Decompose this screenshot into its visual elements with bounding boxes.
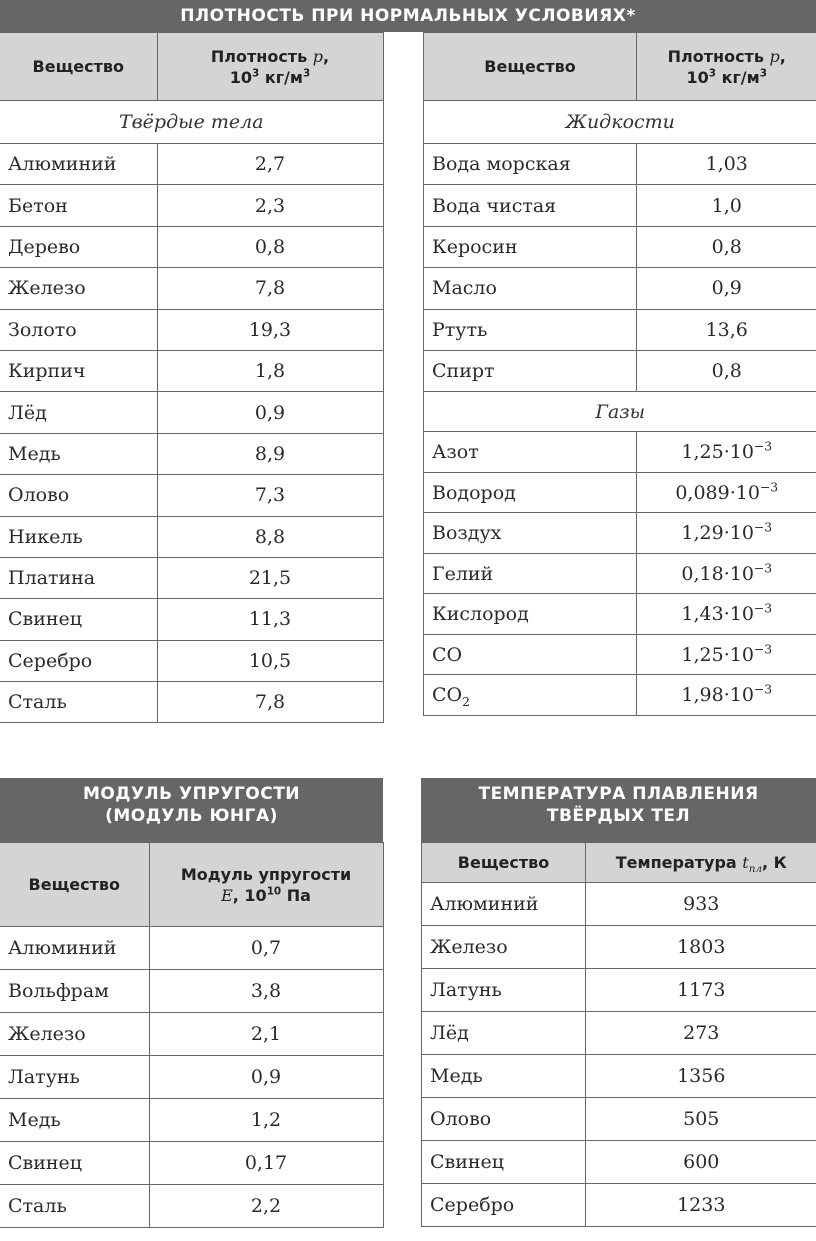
density-solid-row <box>0 557 383 598</box>
density-gas-row <box>424 675 816 716</box>
density-unit-base: 10 <box>686 67 709 87</box>
substance-value: 2,7 <box>157 144 383 185</box>
column-header-substance: Вещество <box>0 843 149 927</box>
substance-name: Серебро <box>0 640 157 681</box>
density-table-title: ПЛОТНОСТЬ ПРИ НОРМАЛЬНЫХ УСЛОВИЯХ* <box>0 0 816 32</box>
substance-name: Сталь <box>0 682 157 723</box>
substance-name: Латунь <box>0 1056 149 1099</box>
substance-value: 3,8 <box>149 970 383 1013</box>
gas-formula: Водород <box>432 481 516 504</box>
substance-value <box>637 634 816 675</box>
young-modulus-row <box>0 1056 383 1099</box>
substance-name <box>424 634 637 675</box>
substance-name: Алюминий <box>422 883 586 926</box>
gas-formula: Азот <box>432 441 479 464</box>
young-modulus-table <box>0 842 384 1228</box>
substance-value: 11,3 <box>157 599 383 640</box>
substance-name: Керосин <box>424 226 637 267</box>
section-label-solids: Твёрдые тела <box>0 101 383 144</box>
substance-name: Дерево <box>0 226 157 267</box>
density-solid-row <box>0 516 383 557</box>
value-exponent: −3 <box>753 520 773 535</box>
melting-temperature-row <box>422 969 816 1012</box>
density-unit-base: 10 <box>229 67 253 87</box>
substance-name: Железо <box>422 926 586 969</box>
value-mantissa: 1,98 <box>681 684 724 707</box>
substance-value: 7,8 <box>157 268 383 309</box>
substance-value: 1356 <box>586 1055 816 1098</box>
gas-formula-subscript: 2 <box>462 694 470 709</box>
column-header-substance: Вещество <box>0 33 157 101</box>
substance-value: 600 <box>586 1141 816 1184</box>
substance-value: 0,9 <box>149 1056 383 1099</box>
substance-name: Спирт <box>424 350 637 391</box>
young-title-line1: МОДУЛЬ УПРУГОСТИ <box>82 784 301 804</box>
times-ten: ·10 <box>723 522 754 545</box>
gas-formula: CO <box>432 684 463 707</box>
substance-name: Железо <box>0 1013 149 1056</box>
substance-value <box>637 553 816 594</box>
value-exponent: −3 <box>759 480 779 495</box>
value-mantissa: 1,25 <box>681 441 724 464</box>
gas-formula: Гелий <box>432 562 494 585</box>
substance-name: Вода чистая <box>424 185 637 226</box>
density-solid-row <box>0 309 383 350</box>
substance-name: Медь <box>0 1099 149 1142</box>
value-mantissa: 1,29 <box>681 522 724 545</box>
substance-value: 10,5 <box>157 640 383 681</box>
density-unit-exp: 3 <box>708 67 717 80</box>
melting-temperature-row <box>422 1012 816 1055</box>
substance-name: Масло <box>424 268 637 309</box>
times-ten: ·10 <box>723 643 754 666</box>
substance-value <box>637 594 816 635</box>
substance-value: 7,8 <box>157 682 383 723</box>
density-gas-row <box>424 472 816 513</box>
substance-value: 0,7 <box>149 927 383 970</box>
times-ten: ·10 <box>723 684 754 707</box>
section-label-gases: Газы <box>424 392 816 432</box>
substance-value: 19,3 <box>157 309 383 350</box>
young-modulus-row <box>0 1099 383 1142</box>
young-value-label: Модуль упругости <box>180 864 352 884</box>
value-exponent: −3 <box>753 561 773 576</box>
column-header-young-modulus <box>149 843 383 927</box>
value-exponent: −3 <box>753 642 773 657</box>
substance-value: 1,0 <box>637 185 816 226</box>
melting-temperature-row <box>422 1184 816 1227</box>
density-solid-row <box>0 682 383 723</box>
melting-title-line1: ТЕМПЕРАТУРА ПЛАВЛЕНИЯ <box>478 784 759 804</box>
density-label: Плотность <box>210 46 313 66</box>
times-ten: ·10 <box>723 441 754 464</box>
substance-name: Олово <box>0 475 157 516</box>
substance-value: 505 <box>586 1098 816 1141</box>
substance-name: Золото <box>0 309 157 350</box>
young-unit-post: Па <box>281 885 311 905</box>
melting-value-label: Температура <box>615 853 743 872</box>
substance-name <box>424 432 637 473</box>
column-header-melting-temperature <box>586 843 816 883</box>
substance-value: 1,8 <box>157 350 383 391</box>
density-solids-table <box>0 32 384 723</box>
substance-value: 8,9 <box>157 433 383 474</box>
substance-value: 1173 <box>586 969 816 1012</box>
substance-name: Медь <box>0 433 157 474</box>
substance-value <box>637 432 816 473</box>
density-unit-tail-exp: 3 <box>302 67 311 80</box>
melting-temperature-row <box>422 1098 816 1141</box>
density-comma: , <box>323 46 330 66</box>
density-gas-row <box>424 594 816 635</box>
column-header-density <box>157 33 383 101</box>
density-gas-row <box>424 432 816 473</box>
value-exponent: −3 <box>753 682 773 697</box>
value-exponent: −3 <box>753 601 773 616</box>
melting-symbol: t <box>742 853 749 872</box>
column-header-substance: Вещество <box>422 843 586 883</box>
substance-value: 1,03 <box>637 144 816 185</box>
density-liquid-row <box>424 268 816 309</box>
substance-value: 0,8 <box>637 350 816 391</box>
value-exponent: −3 <box>753 439 773 454</box>
substance-value: 8,8 <box>157 516 383 557</box>
substance-name: Алюминий <box>0 927 149 970</box>
substance-value <box>637 675 816 716</box>
substance-name: Лёд <box>422 1012 586 1055</box>
substance-name: Медь <box>422 1055 586 1098</box>
density-liquid-row <box>424 185 816 226</box>
substance-value: 273 <box>586 1012 816 1055</box>
value-mantissa: 1,25 <box>681 643 724 666</box>
melting-title-line2: ТВЁРДЫХ ТЕЛ <box>546 806 691 826</box>
density-label: Плотность <box>667 46 770 66</box>
substance-value: 2,3 <box>157 185 383 226</box>
substance-name <box>424 594 637 635</box>
substance-value: 21,5 <box>157 557 383 598</box>
young-modulus-row <box>0 927 383 970</box>
density-unit-exp: 3 <box>252 67 260 80</box>
density-solid-row <box>0 599 383 640</box>
substance-name: Алюминий <box>0 144 157 185</box>
density-unit-tail: кг/м <box>716 67 760 87</box>
density-solid-row <box>0 433 383 474</box>
substance-value: 0,8 <box>637 226 816 267</box>
young-table-title <box>0 778 383 842</box>
young-title-line2: (МОДУЛЬ ЮНГА) <box>105 806 278 826</box>
young-modulus-row <box>0 1185 383 1228</box>
melting-unit: , К <box>762 853 787 872</box>
substance-name <box>424 553 637 594</box>
substance-value: 1803 <box>586 926 816 969</box>
gas-formula: CO <box>432 643 463 666</box>
gas-formula: Кислород <box>432 603 529 626</box>
density-gas-row <box>424 634 816 675</box>
density-liquids-gases-table <box>423 32 816 716</box>
substance-name: Серебро <box>422 1184 586 1227</box>
value-mantissa: 0,089 <box>675 481 730 504</box>
melting-temperature-table <box>421 842 816 1227</box>
times-ten: ·10 <box>723 562 754 585</box>
substance-value: 1233 <box>586 1184 816 1227</box>
substance-name: Сталь <box>0 1185 149 1228</box>
substance-name: Платина <box>0 557 157 598</box>
melting-temperature-row <box>422 1141 816 1184</box>
density-solid-row <box>0 392 383 433</box>
substance-name: Кирпич <box>0 350 157 391</box>
density-liquid-row <box>424 309 816 350</box>
substance-name: Олово <box>422 1098 586 1141</box>
young-unit-exp: 10 <box>266 885 282 898</box>
melting-temperature-row <box>422 1055 816 1098</box>
density-liquid-row <box>424 144 816 185</box>
substance-value: 2,2 <box>149 1185 383 1228</box>
young-symbol: E <box>221 885 233 905</box>
substance-value: 2,1 <box>149 1013 383 1056</box>
substance-name: Железо <box>0 268 157 309</box>
value-mantissa: 1,43 <box>681 603 724 626</box>
young-modulus-row <box>0 1142 383 1185</box>
substance-value: 0,9 <box>157 392 383 433</box>
substance-name: Вода морская <box>424 144 637 185</box>
density-solid-row <box>0 268 383 309</box>
substance-value: 0,8 <box>157 226 383 267</box>
substance-name: Вольфрам <box>0 970 149 1013</box>
melting-temperature-row <box>422 883 816 926</box>
density-solid-row <box>0 350 383 391</box>
density-solid-row <box>0 640 383 681</box>
substance-name: Латунь <box>422 969 586 1012</box>
times-ten: ·10 <box>723 603 754 626</box>
density-symbol: p <box>312 46 324 66</box>
substance-name: Лёд <box>0 392 157 433</box>
substance-name: Свинец <box>0 599 157 640</box>
substance-name <box>424 675 637 716</box>
substance-value: 7,3 <box>157 475 383 516</box>
substance-name: Свинец <box>422 1141 586 1184</box>
column-header-density <box>637 33 816 101</box>
density-liquid-row <box>424 350 816 391</box>
density-symbol: p <box>769 46 780 66</box>
young-modulus-row <box>0 1013 383 1056</box>
substance-value: 1,2 <box>149 1099 383 1142</box>
density-unit-tail-exp: 3 <box>759 67 767 80</box>
density-comma: , <box>779 46 786 66</box>
substance-value <box>637 472 816 513</box>
melting-table-title <box>421 778 816 842</box>
substance-name: Ртуть <box>424 309 637 350</box>
density-unit-tail: кг/м <box>259 67 303 87</box>
substance-name: Никель <box>0 516 157 557</box>
times-ten: ·10 <box>729 481 760 504</box>
column-header-substance: Вещество <box>424 33 637 101</box>
substance-value: 13,6 <box>637 309 816 350</box>
density-solid-row <box>0 185 383 226</box>
density-gas-row <box>424 553 816 594</box>
substance-name <box>424 513 637 554</box>
substance-value: 0,17 <box>149 1142 383 1185</box>
substance-name <box>424 472 637 513</box>
melting-temperature-row <box>422 926 816 969</box>
gas-formula: Воздух <box>432 522 502 545</box>
substance-value: 933 <box>586 883 816 926</box>
substance-name: Бетон <box>0 185 157 226</box>
density-gas-row <box>424 513 816 554</box>
substance-value: 0,9 <box>637 268 816 309</box>
density-solid-row <box>0 144 383 185</box>
melting-symbol-sub: пл <box>748 863 763 876</box>
young-modulus-row <box>0 970 383 1013</box>
density-solid-row <box>0 475 383 516</box>
section-label-liquids: Жидкости <box>424 101 816 144</box>
density-solid-row <box>0 226 383 267</box>
substance-name: Свинец <box>0 1142 149 1185</box>
value-mantissa: 0,18 <box>681 562 724 585</box>
density-liquid-row <box>424 226 816 267</box>
young-unit-pre: , 10 <box>232 885 267 905</box>
substance-value <box>637 513 816 554</box>
